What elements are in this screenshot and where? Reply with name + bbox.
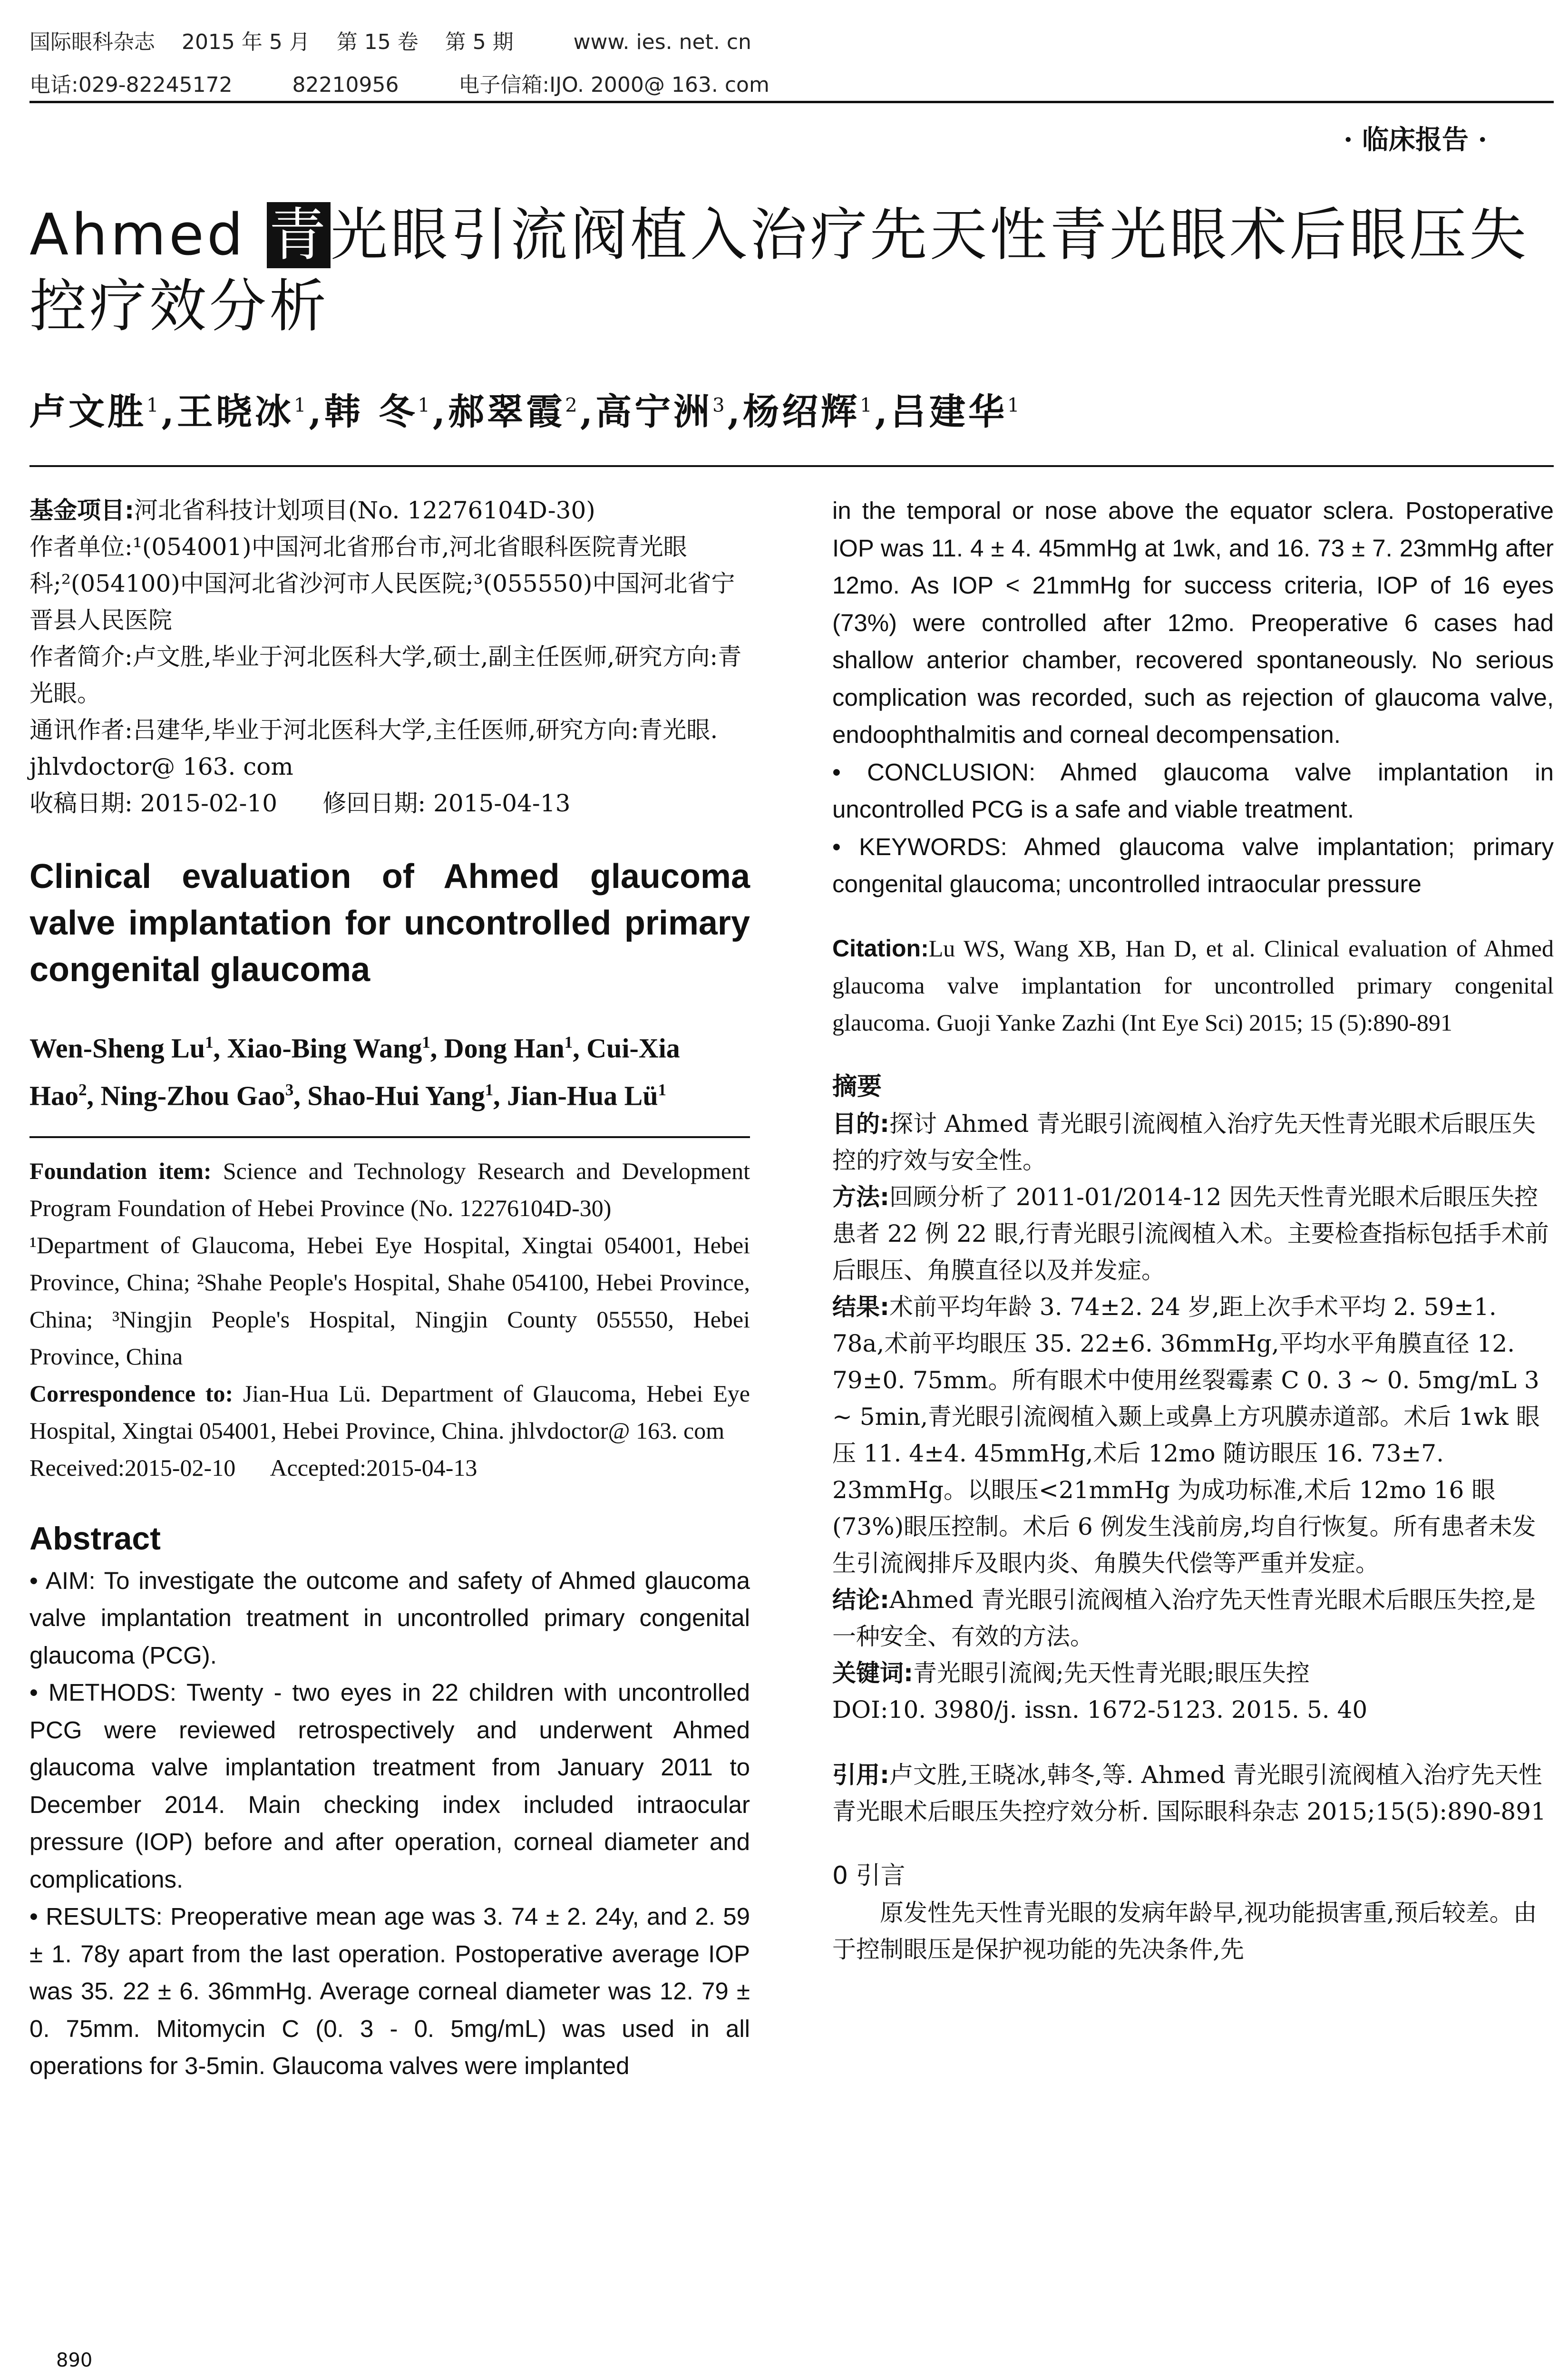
authors-rule — [29, 465, 1554, 467]
author-cn: 韩 冬 — [324, 390, 418, 433]
abstract-cn-conclusion — [832, 1582, 1554, 1655]
cn-citation-label: 引用: — [832, 1761, 889, 1789]
correspondence — [29, 1375, 750, 1449]
results-cn-label: 结果: — [832, 1293, 889, 1321]
author-en-sup: 2 — [78, 1081, 87, 1100]
author-en-sup: 1 — [205, 1033, 214, 1052]
author-en: Dong Han — [444, 1033, 565, 1064]
bio-cn-label: 作者简介: — [29, 643, 133, 671]
cn-citation-text: 卢文胜,王晓冰,韩冬,等. Ahmed 青光眼引流阀植入治疗先天性青光眼术后眼压失控疗效分析. 国际眼科杂志 2015;15(5):890-891 — [832, 1761, 1546, 1825]
aim-cn-text: 探讨 Ahmed 青光眼引流阀植入治疗先天性青光眼术后眼压失控的疗效与安全性。 — [832, 1110, 1536, 1174]
authors-cn: 卢文胜$^1$,王晓冰$^1$,韩 冬$^1$,郝翠霞$^2$,高宁洲$^3$,杨绍辉$^1$,吕建华$^1$ — [29, 390, 1023, 433]
header-line-1: 国际眼科杂志 2015 年 5 月 第 15 卷 第 5 期 www. ies. net. cn — [29, 30, 751, 54]
title-prefix: Ahmed — [29, 202, 267, 268]
english-authors-rule — [29, 1136, 750, 1138]
page-number: 890 — [56, 2349, 93, 2371]
author-cn: 王晓冰 — [176, 390, 294, 433]
citation — [832, 930, 1554, 1041]
author-en: Ning-Zhou Gao — [100, 1080, 285, 1111]
author-en-sup: 1 — [485, 1081, 494, 1100]
zhaiyao-heading: 摘要 — [832, 1072, 882, 1101]
author-cn: 郝翠霞 — [448, 390, 565, 433]
departments: ¹Department of Glaucoma, Hebei Eye Hospital, Xingtai 054001, Hebei Province, China; ²Shahe People's Hospital, Shahe 054100, Hebei Province, China; ³Ningjin People's Hospital, Ningjin County 055550, Hebei Province, China — [29, 1231, 750, 1370]
author-en-sup: 1 — [422, 1033, 430, 1052]
foundation-text: Science and Technology Research and Development Program Foundation of Hebei Province (No. 12276104D-30) — [29, 1157, 750, 1221]
foundation-item — [29, 1152, 750, 1227]
conclusion-cn-text: Ahmed 青光眼引流阀植入治疗先天性青光眼术后眼压失控,是一种安全、有效的方法。 — [832, 1586, 1536, 1650]
abstract-keywords: • KEYWORDS: Ahmed glaucoma valve implantation; primary congenital glaucoma; uncontrolled intraocular pressure — [832, 833, 1554, 897]
dates-cn: 收稿日期: 2015-02-10 修回日期: 2015-04-13 — [29, 789, 571, 817]
author-en: Cui-Xia Hao — [29, 1033, 680, 1111]
section-label: · 临床报告 · — [1344, 124, 1487, 156]
abstract-results: • RESULTS: Preoperative mean age was 3. 74 ± 2. 24y, and 2. 59 ± 1. 78y apart from the last operation. Postoperative average IOP was 35. 22 ± 6. 36mmHg. Average corneal diameter was 12. 79 ± 0. 75mm. Mitomycin C (0. 3 - 0. 5mg/mL) was used in all operations for 3-5min. Glaucoma valves were implanted — [29, 1903, 750, 2080]
author-cn: 杨绍辉 — [743, 390, 860, 433]
correspondence-label: Correspondence to: — [29, 1380, 234, 1407]
abstract-heading: Abstract — [29, 1520, 161, 1557]
foundation-label: Foundation item: — [29, 1157, 212, 1184]
doi: DOI:10. 3980/j. issn. 1672-5123. 2015. 5. 40 — [832, 1695, 1368, 1724]
received-accepted: Received:2015-02-10 Accepted:2015-04-13 — [29, 1454, 477, 1481]
abstract-results-continued: in the temporal or nose above the equator sclera. Postoperative IOP was 11. 4 ± 4. 45mmHg at 1wk, and 16. 73 ± 7. 23mmHg after 12mo. As IOP < 21mmHg for success criteria, IOP of 16 eyes (73%) were controlled after 12mo. Preoperative 6 cases had shallow anterior chamber, recovered spontaneously. No serious complication was recorded, such as rejection of glaucoma valve, endoophthalmitis and corneal decompensation. — [832, 497, 1554, 748]
header-rule — [29, 101, 1554, 103]
abstract-conclusion: • CONCLUSION: Ahmed glaucoma valve implantation in uncontrolled PCG is a safe and viable treatment. — [832, 758, 1554, 823]
author-cn-sup: 1 — [418, 394, 433, 417]
corr-cn — [29, 712, 750, 785]
correspondence-text: Jian-Hua Lü. Department of Glaucoma, Hebei Eye Hospital, Xingtai 054001, Hebei Province, China. jhlvdoctor@ 163. com — [29, 1380, 750, 1444]
english-title: Clinical evaluation of Ahmed glaucoma valve implantation for uncontrolled primary congenital glaucoma — [29, 857, 750, 989]
intro-text: 原发性先天性青光眼的发病年龄早,视功能损害重,预后较差。由于控制眼压是保护视功能的先决条件,先 — [832, 1899, 1537, 1963]
bio-cn-text: 卢文胜,毕业于河北医科大学,硕士,副主任医师,研究方向:青光眼。 — [29, 643, 742, 707]
aim-cn-label: 目的: — [832, 1110, 889, 1138]
results-cn-text: 术前平均年龄 3. 74±2. 24 岁,距上次手术平均 2. 59±1. 78a,术前平均眼压 35. 22±6. 36mmHg,平均水平角膜直径 12. 79±0. 75mm。所有眼术中使用丝裂霉素 C 0. 3 ~ 0. 5mg/mL 3 ~ 5min,青光眼引流阀植入颞上或鼻上方巩膜赤道部。术后 1wk 眼压 11. 4±4. 45mmHg,术后 12mo 随访眼压 16. 73±7. 23mmHg。以眼压<21mmHg 为成功标准,术后 12mo 16 眼(73%)眼压控制。术后 6 例发生浅前房,均自行恢复。所有患者未发生引流阀排斥及眼内炎、角膜失代偿等严重并发症。 — [832, 1293, 1540, 1577]
methods-cn-text: 回顾分析了 2011-01/2014-12 因先天性青光眼术后眼压失控患者 22 例 22 眼,行青光眼引流阀植入术。主要检查指标包括手术前后眼压、角膜直径以及并发症。 — [832, 1183, 1549, 1284]
title-rest: 光眼引流阀植入治疗先天性青光眼术后眼压失控疗效分析 — [29, 202, 1529, 340]
article-title — [29, 200, 1551, 342]
header-line-2: 电话:029-82245172 82210956 电子信箱:IJO. 2000@ 163. com — [29, 73, 769, 97]
fund-cn — [29, 492, 750, 529]
fund-cn-label: 基金项目: — [29, 497, 134, 524]
cn-citation — [832, 1757, 1554, 1830]
abstract-cn-keywords — [832, 1655, 1554, 1692]
affil-cn-label: 作者单位: — [29, 533, 133, 561]
author-cn-sup: 1 — [146, 394, 162, 417]
abstract-cn-methods — [832, 1179, 1554, 1289]
author-cn-sup: 3 — [712, 394, 728, 417]
affil-cn-text: ¹(054001)中国河北省邢台市,河北省眼科医院青光眼科;²(054100)中国河北省沙河市人民医院;³(055550)中国河北省宁晋县人民医院 — [29, 533, 735, 634]
keywords-cn-text: 青光眼引流阀;先天性青光眼;眼压失控 — [913, 1659, 1310, 1687]
corr-cn-text: 吕建华,毕业于河北医科大学,主任医师,研究方向:青光眼. jhlvdoctor@ 163. com — [29, 716, 718, 780]
author-cn-sup: 1 — [860, 394, 875, 417]
citation-text: Lu WS, Wang XB, Han D, et al. Clinical evaluation of Ahmed glaucoma valve implantation for uncontrolled primary congenital glaucoma. Guoji Yanke Zazhi (Int Eye Sci) 2015; 15 (5):890-891 — [832, 935, 1554, 1036]
left-column — [29, 492, 750, 2085]
author-cn: 吕建华 — [890, 390, 1007, 433]
author-en: Shao-Hui Yang — [307, 1080, 485, 1111]
right-column — [832, 492, 1554, 1968]
title-highlight: 青 — [267, 202, 331, 268]
author-cn-sup: 1 — [1007, 394, 1023, 417]
citation-label: Citation: — [832, 935, 929, 962]
fund-cn-text: 河北省科技计划项目(No. 12276104D-30) — [134, 497, 595, 524]
bio-cn — [29, 639, 750, 712]
author-cn-sup: 1 — [293, 394, 309, 417]
abstract-cn-results — [832, 1289, 1554, 1582]
author-cn: 高宁洲 — [595, 390, 713, 433]
author-cn: 卢文胜 — [29, 390, 146, 433]
english-authors: Wen-Sheng Lu$^1$, Xiao-Bing Wang$^1$, Dong Han$^1$, Cui-Xia Hao$^2$, Ning-Zhou Gao$^3$, Shao-Hui Yang$^1$, Jian-Hua $Lü^1$ — [29, 1033, 680, 1111]
conclusion-cn-label: 结论: — [832, 1586, 889, 1614]
keywords-cn-label: 关键词: — [832, 1659, 913, 1687]
affil-cn — [29, 529, 750, 639]
author-cn-sup: 2 — [565, 394, 580, 417]
author-en: Wen-Sheng Lu — [29, 1033, 205, 1064]
methods-cn-label: 方法: — [832, 1183, 889, 1211]
author-en-sup: 1 — [564, 1033, 573, 1052]
author-en-sup: 3 — [285, 1081, 294, 1100]
abstract-aim: • AIM: To investigate the outcome and safety of Ahmed glaucoma valve implantation treatment in uncontrolled primary congenital glaucoma (PCG). — [29, 1567, 750, 1669]
intro-heading: 0 引言 — [832, 1861, 906, 1890]
author-en: Jian-Hua Lü — [507, 1080, 658, 1111]
abstract-methods: • METHODS: Twenty - two eyes in 22 children with uncontrolled PCG were reviewed retrospectively and underwent Ahmed glaucoma valve implantation treatment from January 2011 to December 2014. Main checking index included intraocular pressure (IOP) before and after operation, corneal diameter and complications. — [29, 1679, 750, 1893]
abstract-cn-aim — [832, 1106, 1554, 1179]
author-en-sup: 1 — [658, 1081, 667, 1100]
corr-cn-label: 通讯作者: — [29, 716, 133, 744]
author-en: Xiao-Bing Wang — [227, 1033, 422, 1064]
